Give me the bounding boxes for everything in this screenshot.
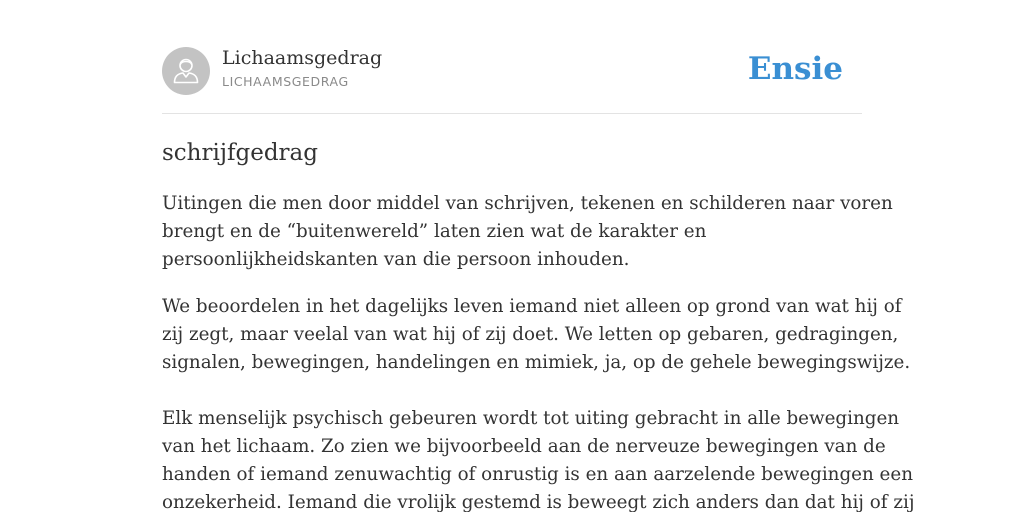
article-title: schrijfgedrag — [162, 140, 318, 166]
text-line: zij zegt, maar veelal van wat hij of zij doet. We letten op gebaren, gedragingen, — [162, 324, 899, 345]
text-line: handen of iemand zenuwachtig of onrustig is en aan aarzelende bewegingen een — [162, 464, 913, 485]
author-category[interactable]: LICHAAMSGEDRAG — [222, 74, 349, 89]
user-icon — [162, 47, 210, 95]
paragraph — [162, 405, 915, 512]
site-logo[interactable]: Ensie — [747, 51, 843, 87]
text-line: onzekerheid. Iemand die vrolijk gestemd is beweegt zich anders dan dat hij of zij — [162, 492, 915, 512]
text-line: We beoordelen in het dagelijks leven iemand niet alleen op grond van wat hij of — [162, 296, 902, 317]
paragraph — [162, 190, 893, 274]
paragraph — [162, 293, 911, 377]
text-line: signalen, bewegingen, handelingen en mimiek, ja, op de gehele bewegingswijze. — [162, 352, 911, 373]
text-line: brengt en de “buitenwereld” laten zien wat de karakter en — [162, 221, 707, 242]
article-body — [162, 190, 915, 512]
header — [162, 46, 862, 114]
text-line: Elk menselijk psychisch gebeuren wordt tot uiting gebracht in alle bewegingen — [162, 408, 900, 429]
text-line: van het lichaam. Zo zien we bijvoorbeeld aan de nerveuze bewegingen van de — [162, 436, 886, 457]
text-line: persoonlijkheidskanten van die persoon inhouden. — [162, 249, 630, 270]
text-line: Uitingen die men door middel van schrijven, tekenen en schilderen naar voren — [162, 193, 893, 214]
avatar[interactable] — [162, 47, 210, 95]
author-name[interactable]: Lichaamsgedrag — [222, 47, 383, 69]
